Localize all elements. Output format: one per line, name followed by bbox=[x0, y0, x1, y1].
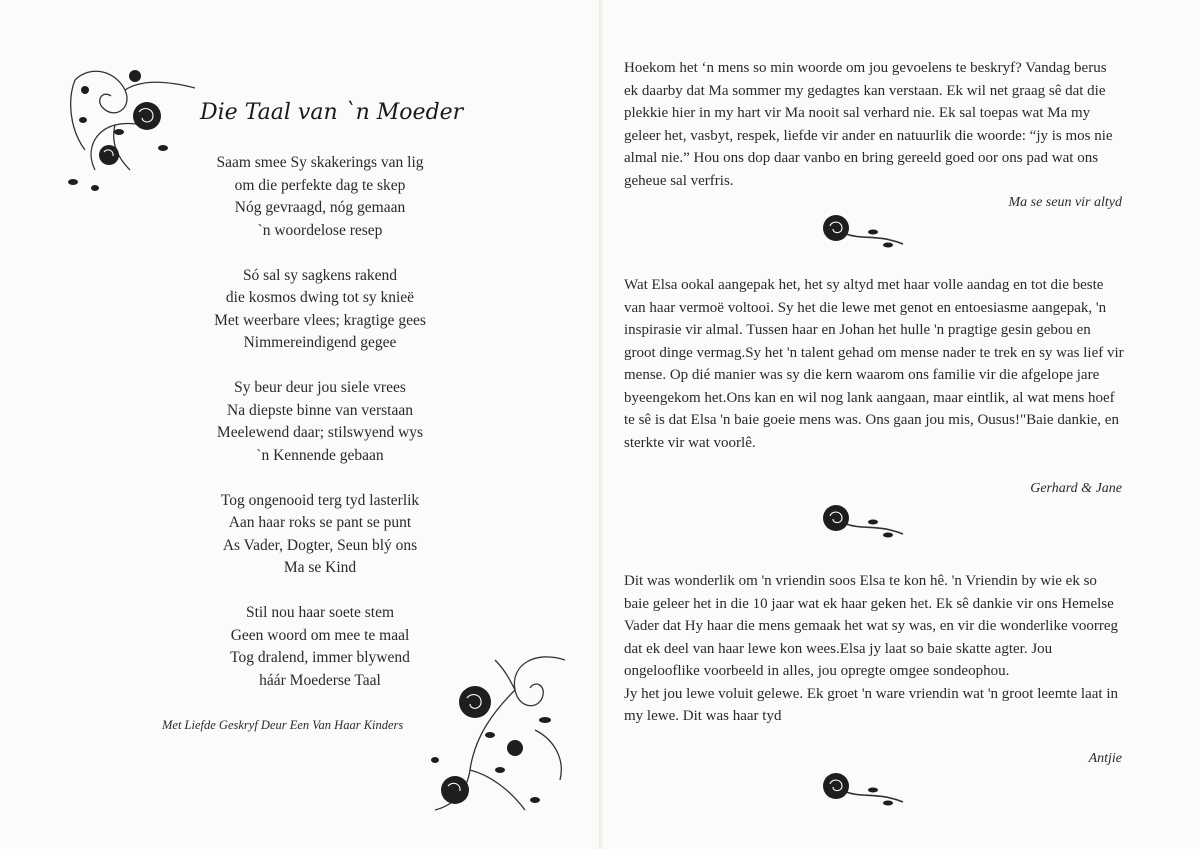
poem bbox=[175, 152, 465, 715]
poem-line: Sy beur deur jou siele vrees bbox=[234, 379, 406, 396]
tribute-signature: Antjie bbox=[1088, 751, 1122, 766]
poem-line: Meelewend daar; stilswyend wys bbox=[216, 424, 424, 441]
poem-line: `n woordelose resep bbox=[257, 221, 383, 239]
poem-line: Só sal sy sagkens rakend bbox=[242, 266, 398, 284]
poem-line: Saam smee Sy skakerings van lig bbox=[216, 154, 424, 171]
poem-line: die kosmos dwing tot sy knieë bbox=[225, 289, 415, 306]
poem-line: Met weerbare vlees; kragtige gees bbox=[214, 311, 426, 329]
poem-line: háár Moederse Taal bbox=[259, 671, 381, 689]
poem-byline: Met Liefde Geskryf Deur Een Van Haar Kinders bbox=[162, 718, 404, 732]
rose-stem-icon bbox=[818, 500, 908, 540]
poem-stanza bbox=[175, 265, 465, 355]
poem-line: Na diepste binne van verstaan bbox=[227, 401, 413, 419]
rose-spiral-icon bbox=[415, 640, 585, 820]
poem-line: om die perfekte dag te skep bbox=[234, 176, 406, 194]
poem-line: Tog dralend, immer blywend bbox=[230, 649, 410, 666]
rose-stem-icon bbox=[818, 768, 908, 808]
poem-line: As Vader, Dogter, Seun blý ons bbox=[222, 536, 418, 554]
poem-line: Tog ongenooid terg tyd lasterlik bbox=[220, 491, 420, 509]
tribute-text: Jy het jou lewe voluit gelewe. Ek groet 'n ware vriendin wat 'n groot leemte laat in my lewe. Dit was haar tyd bbox=[624, 685, 1119, 724]
tribute-2 bbox=[624, 274, 1124, 454]
poem-stanza bbox=[175, 377, 465, 467]
poem-line: Geen woord om mee te maal bbox=[230, 626, 410, 644]
tribute-text: Hoekom het ‘n mens so min woorde om jou gevoelens te beskryf? Vandag berus ek daarby dat Ma sommer my gedagtes kan verstaan. Ek wil net graag sê dat die plekkie hier in my hart vir Ma nooit sal verhard nie. Ek sal toepas wat Ma my geleer het, vasbyt, respek, liefde vir ander en natuurlik die woorde: “jy is mos nie almal nie.” Hou ons dop daar vanbo en bring gereeld goed oor ons pad wat ons geheue sal verfris. bbox=[624, 60, 1113, 189]
tribute-text: Wat Elsa ookal aangepak het, het sy altyd met haar volle aandag en tot die beste van haar vermoë voltooi. Sy het die lewe met genot en entoesiasme aangepak, 'n inspirasie vir almal. Tussen haar en Johan het hulle 'n pragtige gesin gebou en groot dinge vermag.Sy het 'n talent gehad om mense nader te trek en sy was lief vir mense. Op dié manier was sy die kern waarom ons familie vir die afgelope jare byeengekom het.Ons kan en wil nog lank aangaan, maar eintlik, al wat mens hoef te sê is dat Elsa 'n baie goeie mens was. Ons gaan jou mis, Ousus!"Baie dankie, en sterkte vir wat voorlê. bbox=[624, 277, 1124, 451]
tribute-3 bbox=[624, 570, 1124, 728]
poem-stanza bbox=[175, 490, 465, 580]
poem-title: Die Taal van `n Moeder bbox=[200, 100, 464, 125]
tribute-1 bbox=[624, 57, 1124, 192]
poem-line: Ma se Kind bbox=[283, 559, 357, 576]
poem-line: Nóg gevraagd, nóg gemaan bbox=[234, 199, 406, 216]
poem-line: `n Kennende gebaan bbox=[256, 446, 384, 464]
poem-line: Nimmereindigend gegee bbox=[243, 334, 397, 351]
poem-stanza bbox=[175, 152, 465, 242]
poem-line: Stil nou haar soete stem bbox=[245, 604, 395, 621]
page-fold bbox=[599, 0, 602, 849]
tribute-signature: Ma se seun vir altyd bbox=[1008, 195, 1122, 210]
tribute-text: Dit was wonderlik om 'n vriendin soos Elsa te kon hê. 'n Vriendin by wie ek so baie geleer het in die 10 jaar wat ek haar geken het. Ek sê dankie vir ons Hemelse Vader dat Hy haar die mens gemaak het wat sy was, en vir die wonderlike voorreg dat ek deel van haar lewe kon wees.Elsa jy laat so baie skatte agter. Jou ongelooflike voorbeeld in alles, jou opregte omgee sondeophou. bbox=[624, 573, 1118, 679]
rose-stem-icon bbox=[818, 210, 908, 250]
poem-line: Aan haar roks se pant se punt bbox=[228, 514, 412, 531]
tribute-signature: Gerhard & Jane bbox=[1030, 481, 1122, 496]
